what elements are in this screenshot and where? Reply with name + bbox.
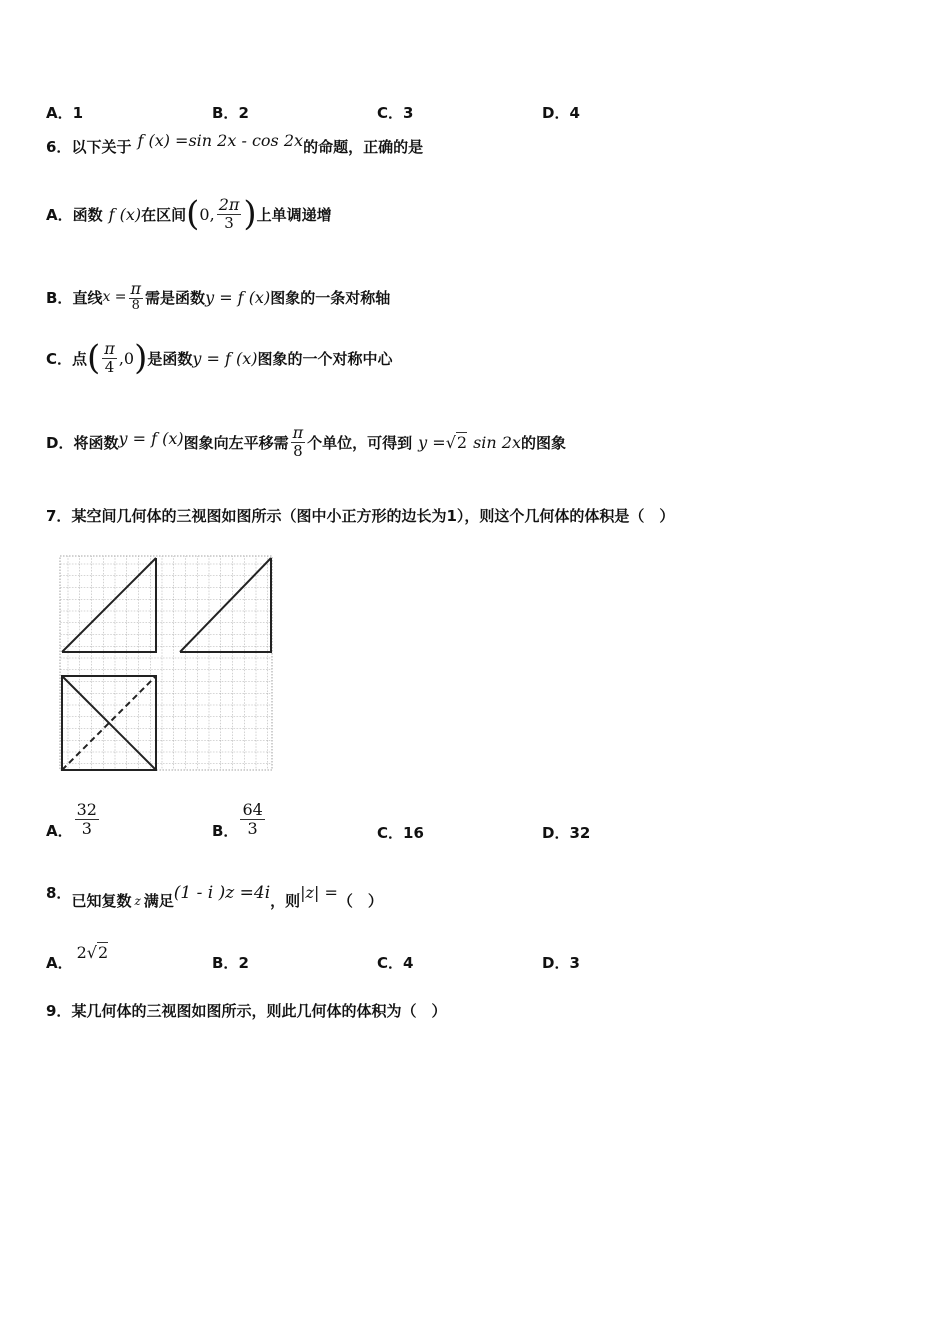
question-number: 8． <box>46 884 72 902</box>
left-paren: ( <box>186 194 200 235</box>
option-letter: C． <box>377 954 404 972</box>
fraction: $\frac{32}{3}$ <box>76 799 97 838</box>
q8-option-a[interactable] <box>46 942 109 972</box>
option-text: 图象向左平移需 <box>183 433 289 452</box>
option-letter: D． <box>542 824 570 842</box>
equation: (1 - i )z =4i <box>173 882 271 903</box>
three-view-figure <box>56 552 278 776</box>
option-text: 32 <box>569 823 591 842</box>
option-letter: D． <box>542 104 570 122</box>
option-text: 4 <box>403 953 414 972</box>
question-text: ，则 <box>270 892 301 910</box>
option-letter: A． <box>46 954 73 972</box>
option-text: 的图象 <box>521 433 567 452</box>
q7-option-d[interactable] <box>542 822 590 843</box>
q7-stem <box>46 505 674 526</box>
q8-option-b[interactable] <box>212 952 249 973</box>
fraction: $\frac{\pi}{4}$ <box>104 339 115 377</box>
q6-option-c[interactable] <box>46 340 393 377</box>
option-letter: A． <box>46 205 73 224</box>
variable-z: z <box>134 893 141 908</box>
fraction: $\frac{64}{3}$ <box>242 799 263 838</box>
line-equation: x = <box>102 289 127 306</box>
q5-option-c[interactable] <box>377 102 413 123</box>
option-text: 4 <box>569 103 580 122</box>
option-text: 将函数 <box>73 433 119 452</box>
q7-option-b[interactable] <box>212 798 267 841</box>
q5-option-a[interactable] <box>46 102 83 123</box>
option-text: 3 <box>569 953 580 972</box>
question-text: 某空间几何体的三视图如图所示（图中小正方形的边长为1），则这个几何体的体积是（ ） <box>71 507 675 525</box>
right-paren: ) <box>243 194 257 235</box>
option-letter: D． <box>46 433 74 452</box>
question-text: 某几何体的三视图如图所示，则此几何体的体积为（ ） <box>71 1002 447 1020</box>
option-text: 需是函数 <box>145 288 206 307</box>
option-text: 直线 <box>72 288 103 307</box>
question-text: 的命题，正确的是 <box>303 138 424 156</box>
question-number: 7． <box>46 507 72 525</box>
q5-option-d[interactable] <box>542 102 580 123</box>
function-formula: f (x) <box>108 204 142 224</box>
q6-stem <box>46 131 424 157</box>
option-text: 个单位，可得到 <box>307 433 413 452</box>
sqrt-expression: √2 <box>445 432 468 452</box>
interval-left: 0, <box>199 204 215 224</box>
q7-option-c[interactable] <box>377 822 424 843</box>
option-text: 图象的一条对称轴 <box>270 288 391 307</box>
function-formula: y = f (x) <box>118 428 184 448</box>
option-text: 点 <box>72 349 88 368</box>
option-text: 在区间 <box>141 205 187 224</box>
option-letter: D． <box>542 954 570 972</box>
option-text: 图象的一个对称中心 <box>257 349 393 368</box>
question-number: 9． <box>46 1002 72 1020</box>
option-text: 函数 <box>72 205 103 224</box>
option-letter: B． <box>212 954 239 972</box>
function-formula: y = f (x) <box>205 287 271 307</box>
coefficient: 2 <box>76 943 87 962</box>
right-paren: ) <box>134 338 148 379</box>
option-text: 是函数 <box>147 349 193 368</box>
q6-option-a[interactable] <box>46 196 332 233</box>
option-text: 1 <box>72 103 84 122</box>
q7-option-a[interactable] <box>46 798 101 841</box>
point-tail: ,0 <box>118 348 135 368</box>
grid-background <box>60 556 272 770</box>
option-text: 16 <box>403 823 424 842</box>
modulus-expression: |z| = <box>300 883 338 902</box>
fraction: $\frac{2\pi}{3}$ <box>218 195 240 233</box>
option-letter: C． <box>46 349 73 368</box>
option-text: 上单调递增 <box>256 205 332 224</box>
left-paren: ( <box>87 338 101 379</box>
q8-option-d[interactable] <box>542 952 580 973</box>
q8-stem <box>46 882 383 910</box>
fraction: $\frac{\pi}{8}$ <box>292 423 304 461</box>
option-letter: B． <box>212 822 239 840</box>
option-letter: A． <box>46 104 73 122</box>
function-formula: f (x) =sin 2x - cos 2x <box>137 131 304 150</box>
option-text: 2 <box>238 103 249 122</box>
q9-stem <box>46 1000 446 1021</box>
option-text: 3 <box>403 103 414 122</box>
q8-option-c[interactable] <box>377 952 413 973</box>
question-text: （ ） <box>337 892 383 910</box>
fraction: $\frac{\pi}{8}$ <box>130 279 142 314</box>
q5-option-b[interactable] <box>212 102 249 123</box>
option-letter: B． <box>212 104 239 122</box>
option-text: 2 <box>238 953 249 972</box>
option-letter: B． <box>46 288 73 307</box>
question-number: 6． <box>46 138 72 156</box>
option-letter: C． <box>377 104 404 122</box>
question-text: 已知复数 <box>71 892 132 910</box>
result-lhs: y = <box>418 432 446 452</box>
question-text: 满足 <box>143 892 174 910</box>
result-function: sin 2x <box>473 432 521 452</box>
q6-option-b[interactable] <box>46 280 390 314</box>
function-formula: y = f (x) <box>192 348 258 368</box>
option-letter: A． <box>46 822 73 840</box>
option-letter: C． <box>377 824 404 842</box>
sqrt-expression: √2 <box>86 943 109 962</box>
q6-option-d[interactable] <box>46 424 566 461</box>
question-text: 以下关于 <box>71 138 132 156</box>
